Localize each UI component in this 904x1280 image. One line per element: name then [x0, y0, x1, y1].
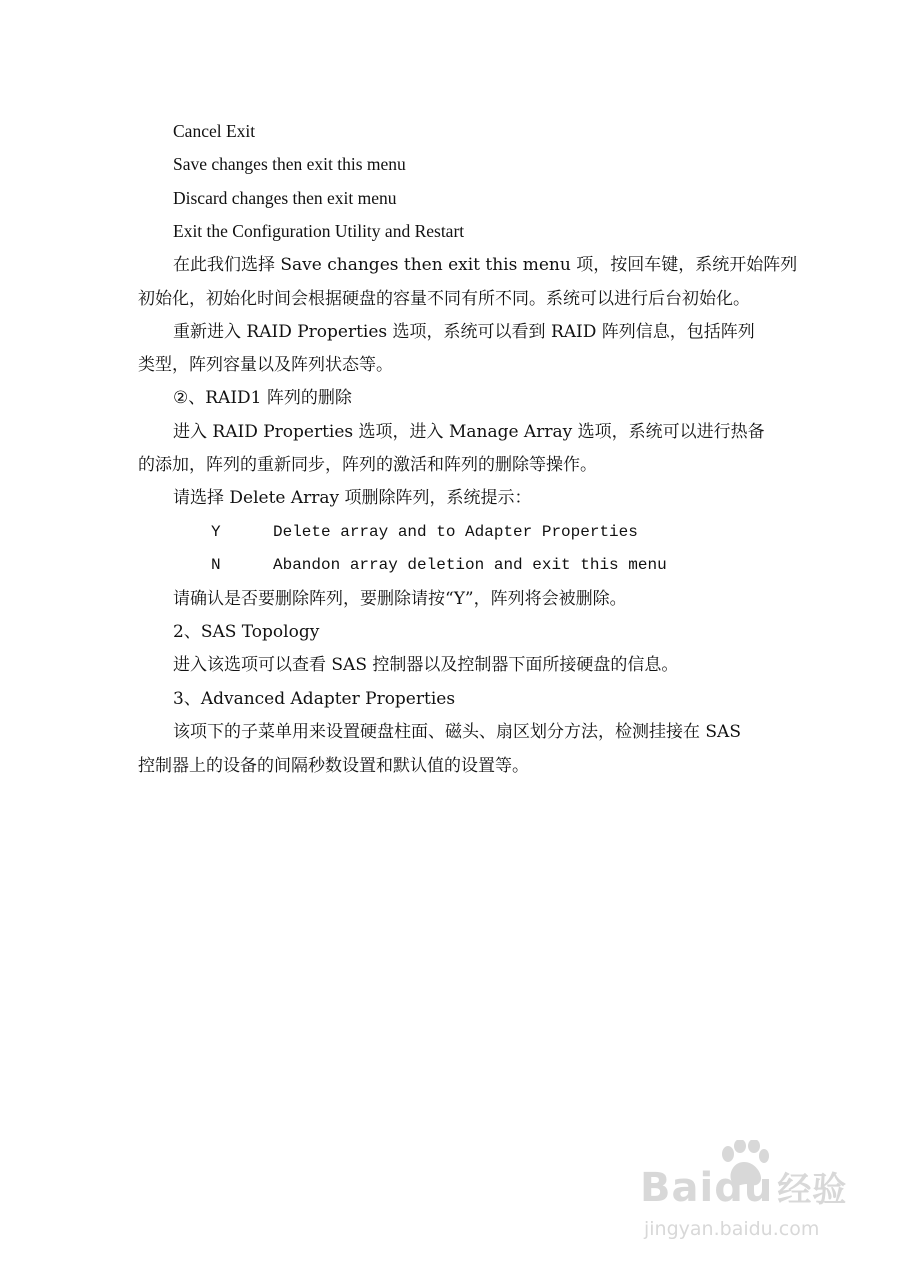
section-heading-raid1-delete: ②、RAID1 阵列的删除 — [173, 388, 352, 408]
watermark-logo: Baidu 经验 — [640, 1165, 848, 1211]
prompt-text: Abandon array deletion and exit this menu — [273, 556, 667, 574]
paragraph-line: 在此我们选择 Save changes then exit this menu 项，按回车键，系统开始阵列 — [173, 255, 798, 275]
paragraph-line: 的添加，阵列的重新同步，阵列的激活和阵列的删除等操作。 — [138, 455, 597, 475]
paragraph-line: 进入该选项可以查看 SAS 控制器以及控制器下面所接硬盘的信息。 — [173, 655, 679, 675]
prompt-key: Y — [211, 523, 221, 541]
paragraph-line: 重新进入 RAID Properties 选项，系统可以看到 RAID 阵列信息，包括阵列 — [173, 322, 755, 342]
prompt-key: N — [211, 556, 221, 574]
menu-option-exit-restart: Exit the Configuration Utility and Restart — [173, 221, 465, 241]
paragraph-line: 请选择 Delete Array 项删除阵列，系统提示： — [173, 488, 532, 508]
paragraph-line: 类型，阵列容量以及阵列状态等。 — [138, 355, 393, 375]
paragraph-line: 初始化，初始化时间会根据硬盘的容量不同有所不同。系统可以进行后台初始化。 — [138, 289, 750, 309]
menu-option-save-exit: Save changes then exit this menu — [173, 154, 406, 174]
menu-option-cancel-exit: Cancel Exit — [173, 121, 256, 141]
prompt-text: Delete array and to Adapter Properties — [273, 523, 638, 541]
prompt-option-n — [211, 554, 667, 576]
paragraph-line: 控制器上的设备的间隔秒数设置和默认值的设置等。 — [138, 756, 529, 776]
section-heading-sas-topology: 2、SAS Topology — [173, 622, 320, 642]
paragraph-line: 请确认是否要删除阵列，要删除请按“Y”，阵列将会被删除。 — [173, 589, 627, 609]
menu-option-discard-exit: Discard changes then exit menu — [173, 188, 397, 208]
baidu-jingyan-watermark — [640, 1140, 880, 1265]
paragraph-line: 该项下的子菜单用来设置硬盘柱面、磁头、扇区划分方法，检测挂接在 SAS — [173, 722, 741, 742]
section-heading-advanced-adapter: 3、Advanced Adapter Properties — [173, 689, 456, 709]
paragraph-line: 进入 RAID Properties 选项，进入 Manage Array 选项，系统可以进行热备 — [173, 422, 765, 442]
prompt-option-y — [211, 521, 638, 543]
watermark-url: jingyan.baidu.com — [644, 1218, 820, 1240]
